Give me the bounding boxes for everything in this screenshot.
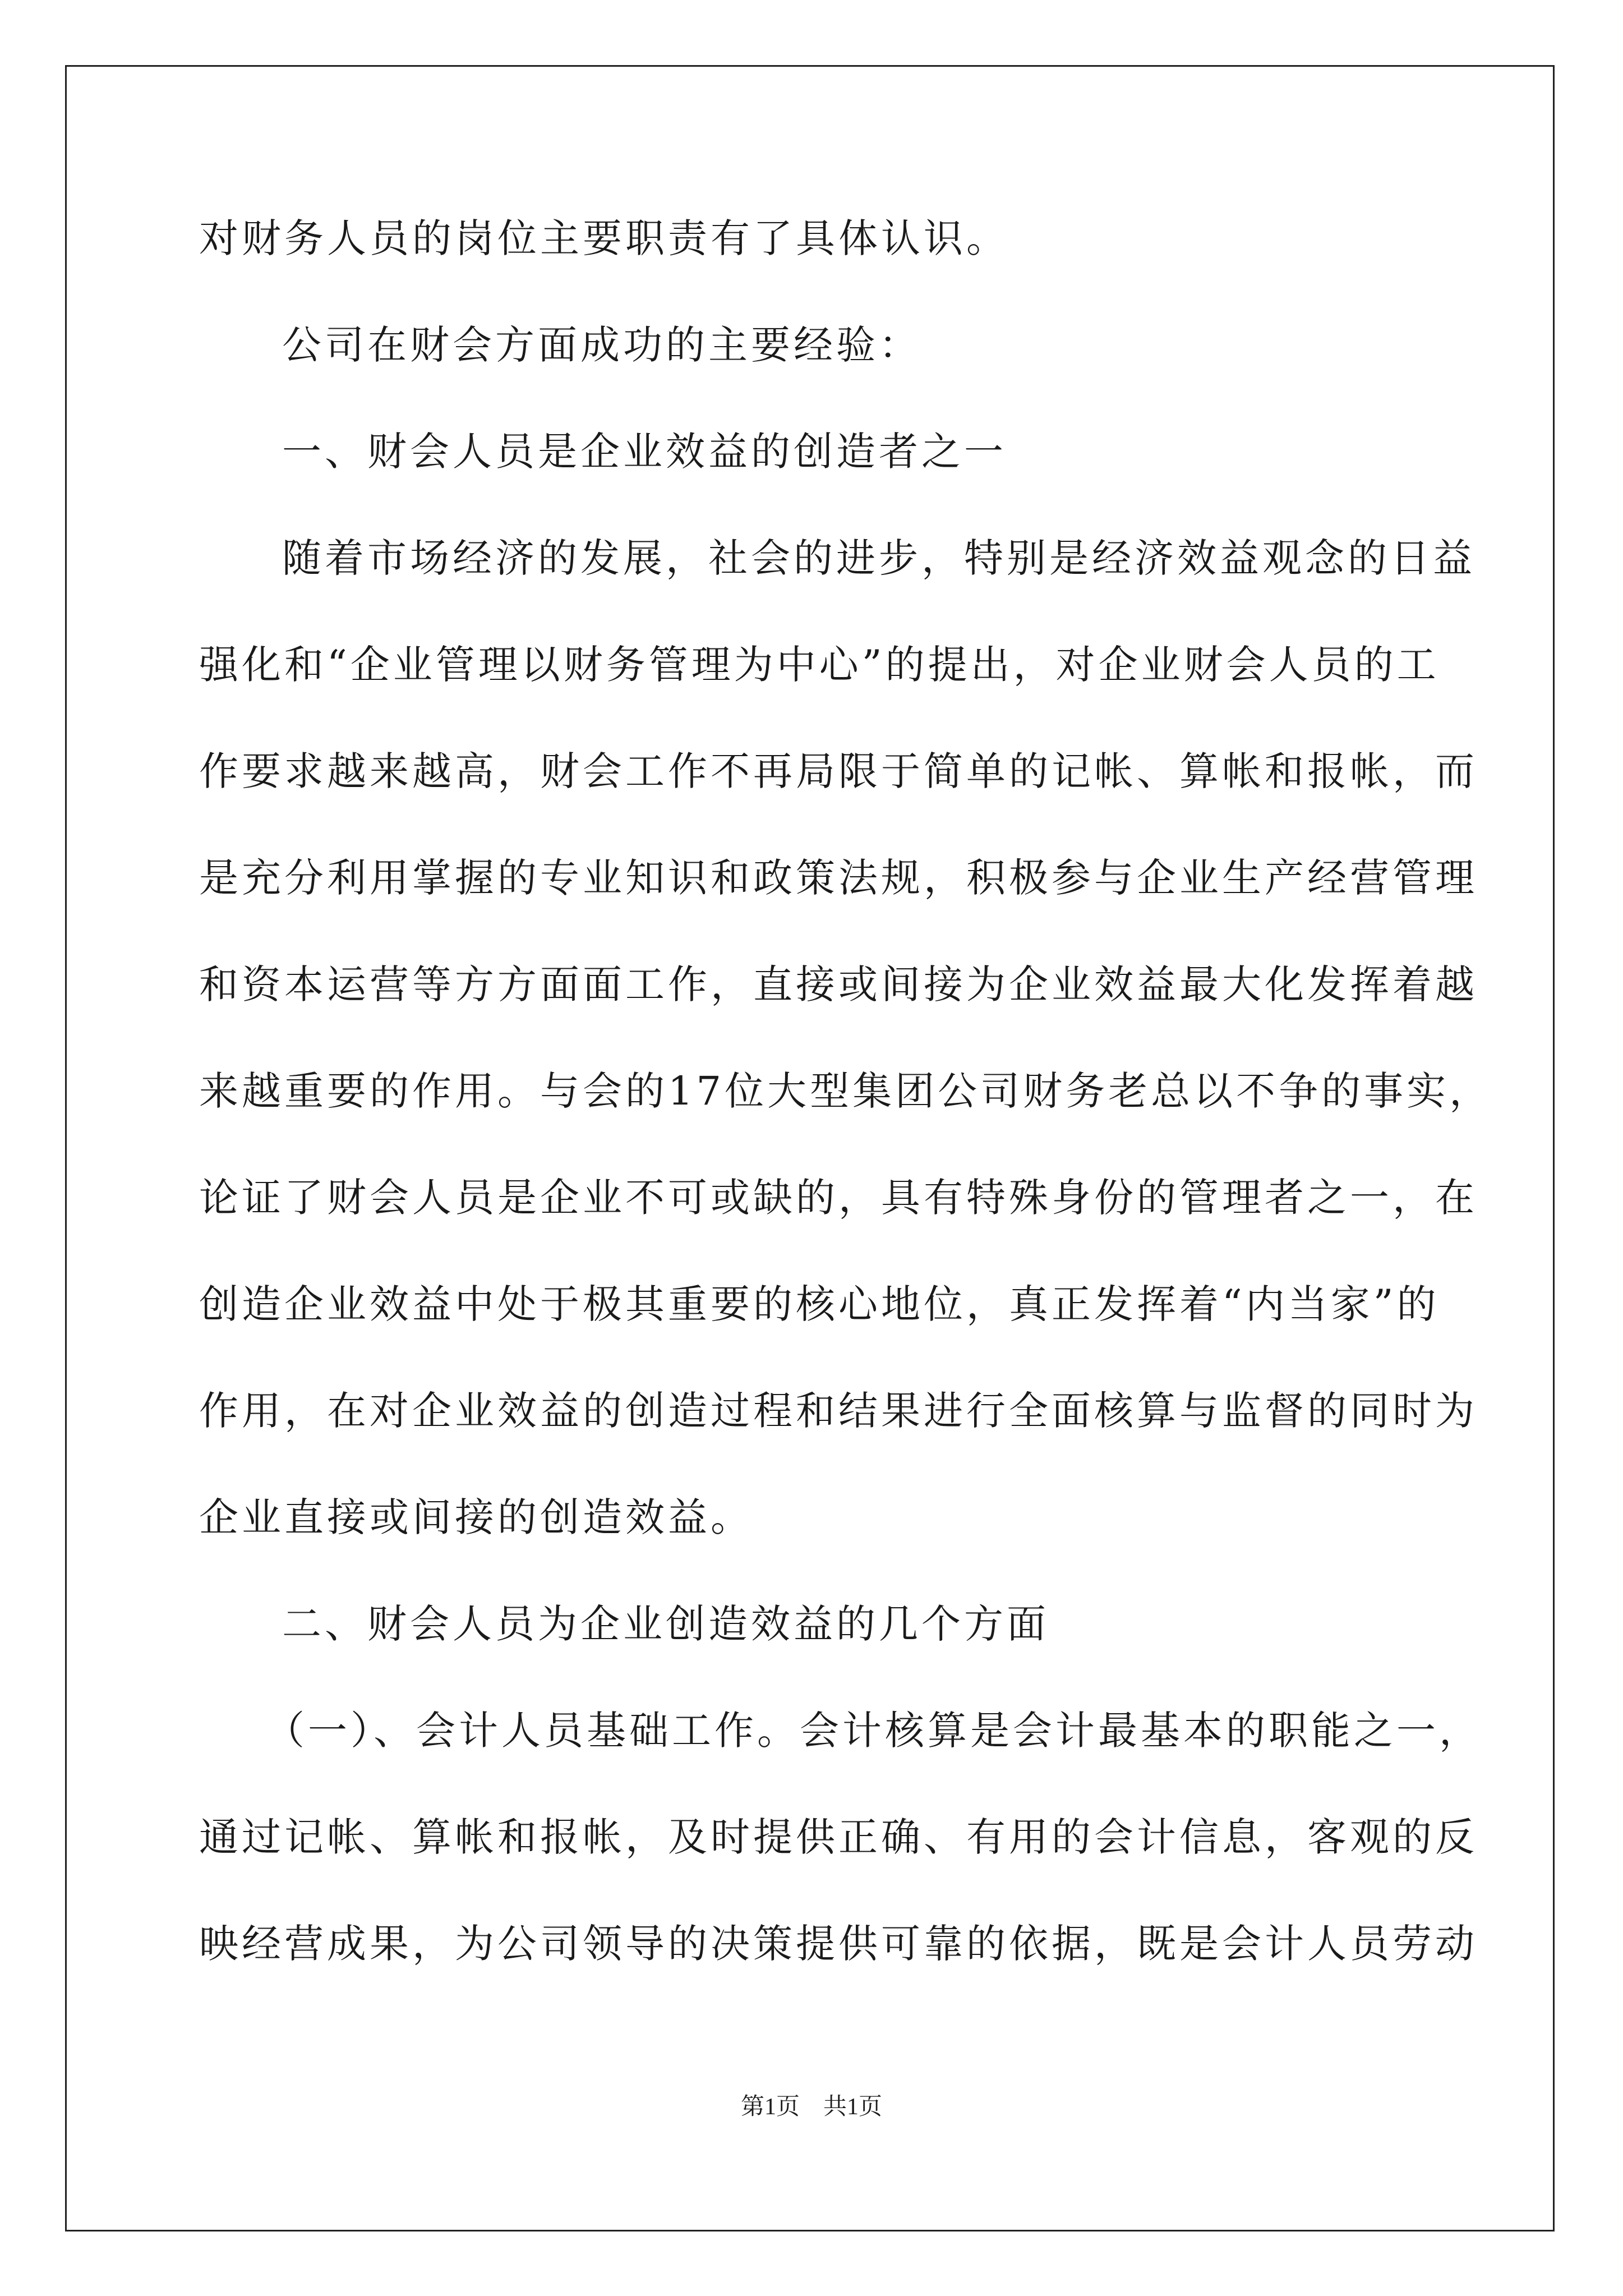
text-line: 对财务人员的岗位主要职责有了具体认识。 — [199, 215, 1009, 261]
text-line: 来越重要的作用。与会的17位大型集团公司财务老总以不争的事实， — [199, 1068, 1492, 1114]
text-line: 论证了财会人员是企业不可或缺的，具有特殊身份的管理者之一，在 — [199, 1175, 1478, 1221]
text-line: 公司在财会方面成功的主要经验： — [282, 322, 921, 368]
text-line: 随着市场经济的发展，社会的进步，特别是经济效益观念的日益 — [282, 535, 1476, 581]
text-line: 作要求越来越高，财会工作不再局限于简单的记帐、算帐和报帐，而 — [199, 748, 1478, 794]
section-heading: 二、财会人员为企业创造效益的几个方面 — [282, 1601, 1049, 1647]
page-number: 第1页 共1页 — [740, 2094, 882, 2120]
text-line: 和资本运营等方方面面工作，直接或间接为企业效益最大化发挥着越 — [199, 961, 1478, 1007]
text-line: 是充分利用掌握的专业知识和政策法规，积极参与企业生产经营管理 — [199, 855, 1478, 901]
text-line: 企业直接或间接的创造效益。 — [199, 1494, 753, 1540]
text-line: 通过记帐、算帐和报帐，及时提供正确、有用的会计信息，客观的反 — [199, 1814, 1478, 1860]
section-heading: 一、财会人员是企业效益的创造者之一 — [282, 429, 1007, 475]
text-line: （一）、会计人员基础工作。会计核算是会计最基本的职能之一， — [265, 1708, 1482, 1754]
text-line: 强化和“企业管理以财务管理为中心”的提出，对企业财会人员的工 — [199, 642, 1440, 688]
text-line: 创造企业效益中处于极其重要的核心地位，真正发挥着“内当家”的 — [199, 1281, 1440, 1327]
page-border — [65, 65, 1555, 2231]
text-line: 作用，在对企业效益的创造过程和结果进行全面核算与监督的同时为 — [199, 1388, 1478, 1434]
text-line: 映经营成果，为公司领导的决策提供可靠的依据，既是会计人员劳动 — [199, 1921, 1478, 1967]
